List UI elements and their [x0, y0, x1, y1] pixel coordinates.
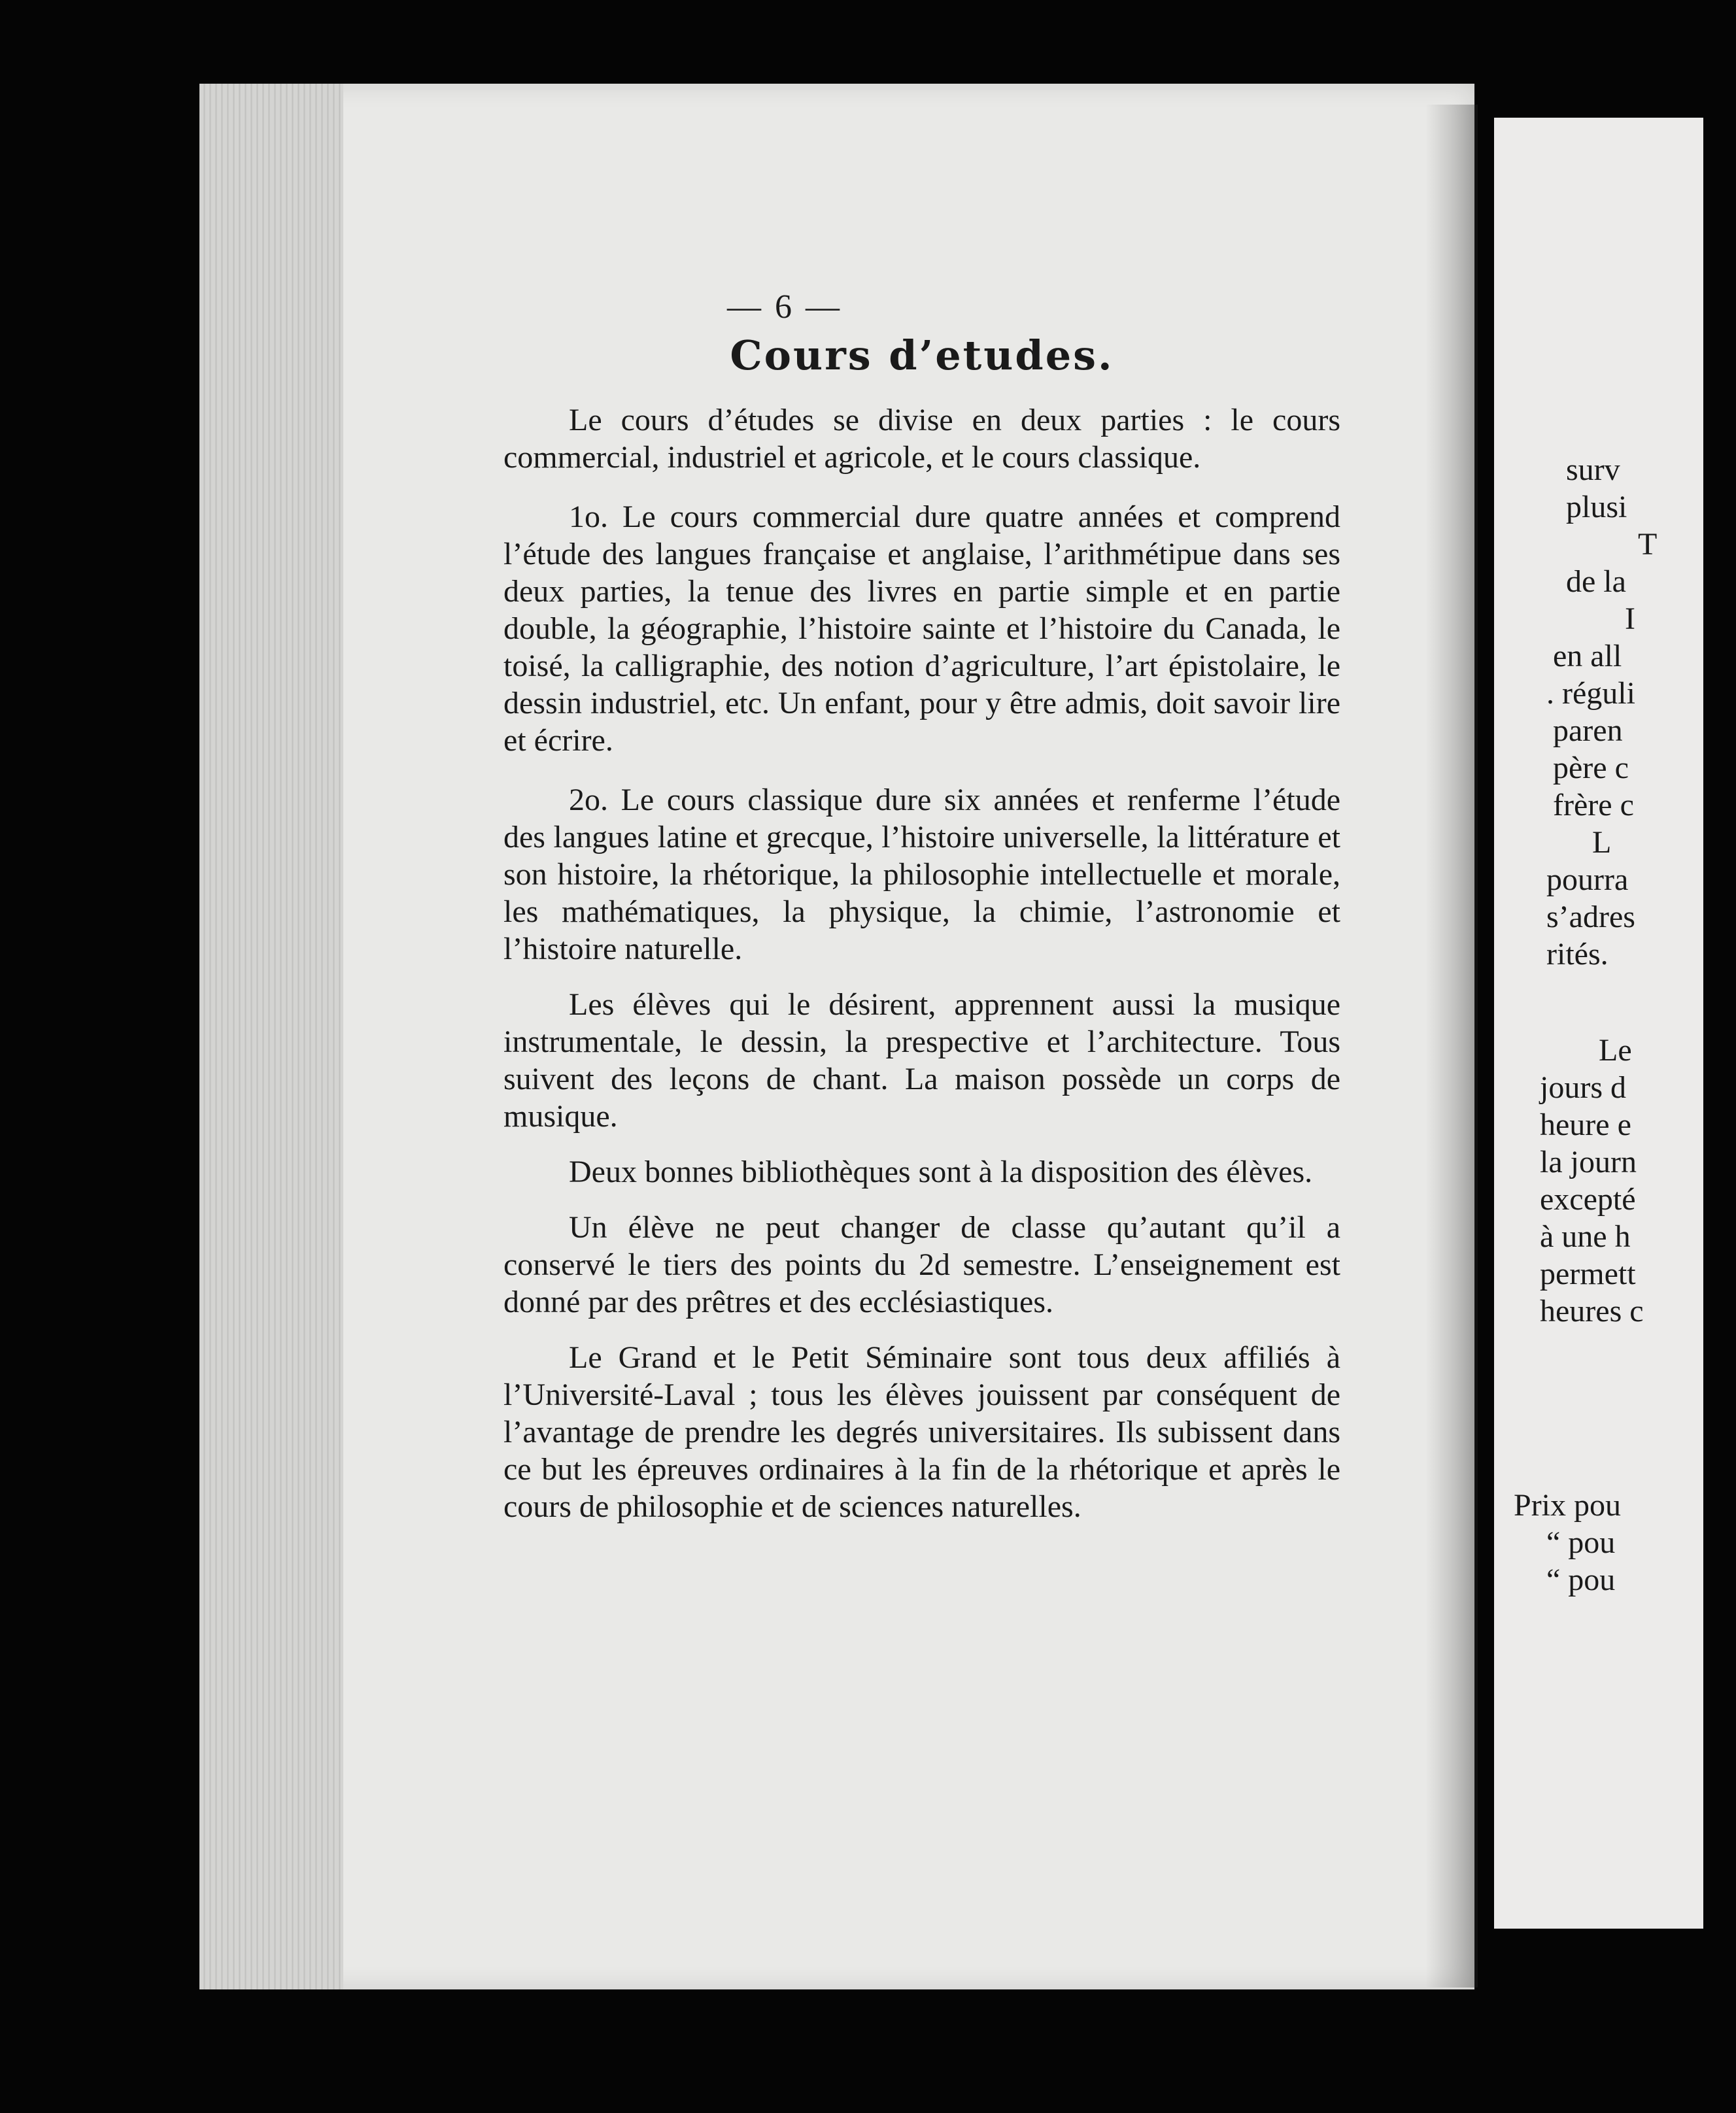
right-page-content [1514, 451, 1736, 1598]
text-fragment: à une h [1540, 1219, 1631, 1254]
paragraph: 2o. Le cours classique dure six années et renferme l’étude des langues latine et grecque, l’histoire universelle, la littérature et son histoire, la rhétorique, la philosophie intellectuelle et morale, les mathématiques, la physique, la chimie, l’astronomie et l’histoire naturelle. [503, 783, 1340, 966]
text-fragment: plusi [1566, 490, 1627, 524]
text-fragment: de la [1566, 564, 1626, 599]
text-fragment: rités. [1546, 937, 1608, 972]
page-edges [199, 84, 343, 1989]
text-fragment: Prix pou [1514, 1488, 1622, 1523]
text-fragment: “ pou [1546, 1563, 1616, 1597]
page-gutter-shadow [1425, 105, 1478, 1987]
text-fragment: T [1638, 527, 1658, 562]
text-fragment: paren [1553, 713, 1623, 748]
text-fragment: L [1592, 825, 1612, 860]
text-fragment: Le [1599, 1033, 1632, 1068]
text-fragment: pourra [1546, 862, 1629, 897]
text-fragment: . réguli [1546, 676, 1635, 711]
text-fragment: I [1625, 601, 1635, 636]
text-fragment: “ pou [1546, 1525, 1616, 1560]
paragraph: Deux bonnes bibliothèques sont à la disposition des élèves. [569, 1155, 1313, 1189]
text-fragment: heure e [1540, 1107, 1631, 1142]
text-fragment: s’adres [1546, 900, 1635, 934]
text-fragment: surv [1566, 452, 1620, 487]
page-number: — 6 — [727, 288, 842, 326]
text-fragment: jours d [1540, 1070, 1626, 1105]
text-fragment: heures c [1540, 1294, 1644, 1328]
paragraph: 1o. Le cours commercial dure quatre années et comprend l’étude des langues française et anglaise, l’arithmétipue dans ses deux parties, la tenue des livres en partie simple et en partie double, la géographie, l’histoire sainte et l’histoire du Canada, le toisé, la calligraphie, des notion d’agriculture, l’art épistolaire, le dessin industriel, etc. Un enfant, pour y être admis, doit savoir lire et écrire. [503, 499, 1340, 758]
section-heading: Cours d’etudes. [730, 331, 1114, 379]
text-fragment: permett [1540, 1257, 1636, 1291]
paragraph: Le Grand et le Petit Séminaire sont tous deux affiliés à l’Université-Laval ; tous les élèves jouissent par conséquent de l’avantage de prendre les degrés universitaires. Ils subissent dans ce but les épreuves ordinaires à la fin de la rhétorique et après le cours de philosophie et de sciences naturelles. [503, 1340, 1340, 1524]
left-page-content [503, 288, 1340, 1544]
text-fragment: frère c [1553, 788, 1634, 822]
text-fragment: en all [1553, 639, 1622, 673]
paragraph: Les élèves qui le désirent, apprennent aussi la musique instrumentale, le dessin, la prespective et l’architecture. Tous suivent des leçons de chant. La maison possède un corps de musique. [503, 987, 1340, 1134]
text-fragment: la journ [1540, 1145, 1637, 1179]
text-fragment: excepté [1540, 1182, 1636, 1217]
paragraph: Le cours d’études se divise en deux parties : le cours commercial, industriel et agricole, et le cours classique. [503, 403, 1340, 475]
paragraph: Un élève ne peut changer de classe qu’autant qu’il a conservé le tiers des points du 2d semestre. L’enseignement est donné par des prêtres et des ecclésiastiques. [503, 1210, 1340, 1319]
text-fragment: père c [1553, 751, 1629, 785]
